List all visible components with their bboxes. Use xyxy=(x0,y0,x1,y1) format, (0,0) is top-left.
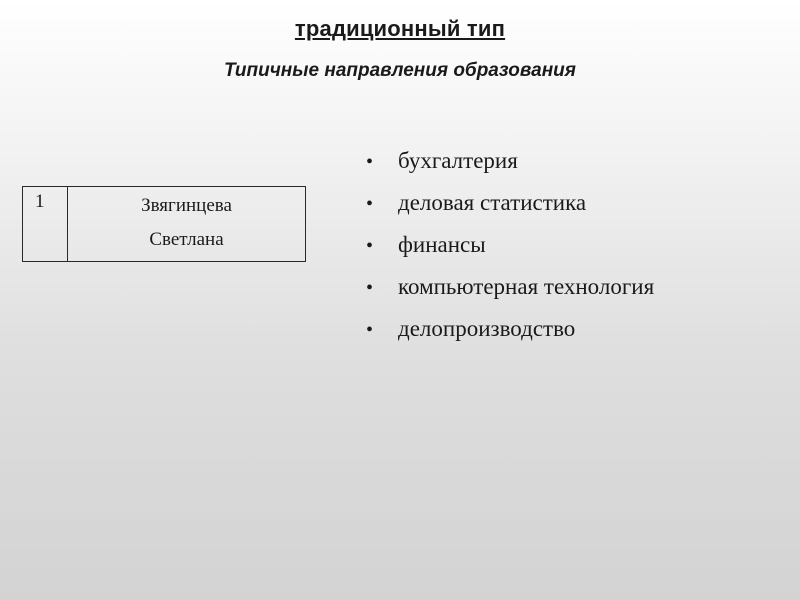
person-surname: Звягинцева xyxy=(141,195,232,216)
bullet-icon: • xyxy=(366,193,374,215)
slide-title: традиционный тип xyxy=(294,16,506,41)
bullet-icon: • xyxy=(366,235,374,257)
list-item-label: делопроизводство xyxy=(398,316,576,341)
person-name-cell xyxy=(68,187,306,262)
list-item-label: финансы xyxy=(398,232,486,257)
table-row xyxy=(23,187,306,262)
list-item xyxy=(366,182,654,224)
slide-subtitle: Типичные направления образования xyxy=(224,60,576,81)
person-first-name: Светлана xyxy=(149,229,224,250)
bullet-icon: • xyxy=(366,319,374,341)
list-item-label: компьютерная технология xyxy=(398,274,655,299)
list-item xyxy=(366,224,654,266)
list-item xyxy=(366,266,654,308)
row-number-cell: 1 xyxy=(23,187,68,262)
list-item xyxy=(366,140,654,182)
list-item xyxy=(366,308,654,350)
person-table xyxy=(22,186,306,262)
list-item-label: деловая статистика xyxy=(398,190,587,215)
education-directions-list xyxy=(366,140,654,350)
bullet-icon: • xyxy=(366,151,374,173)
bullet-icon: • xyxy=(366,277,374,299)
list-item-label: бухгалтерия xyxy=(398,148,518,173)
